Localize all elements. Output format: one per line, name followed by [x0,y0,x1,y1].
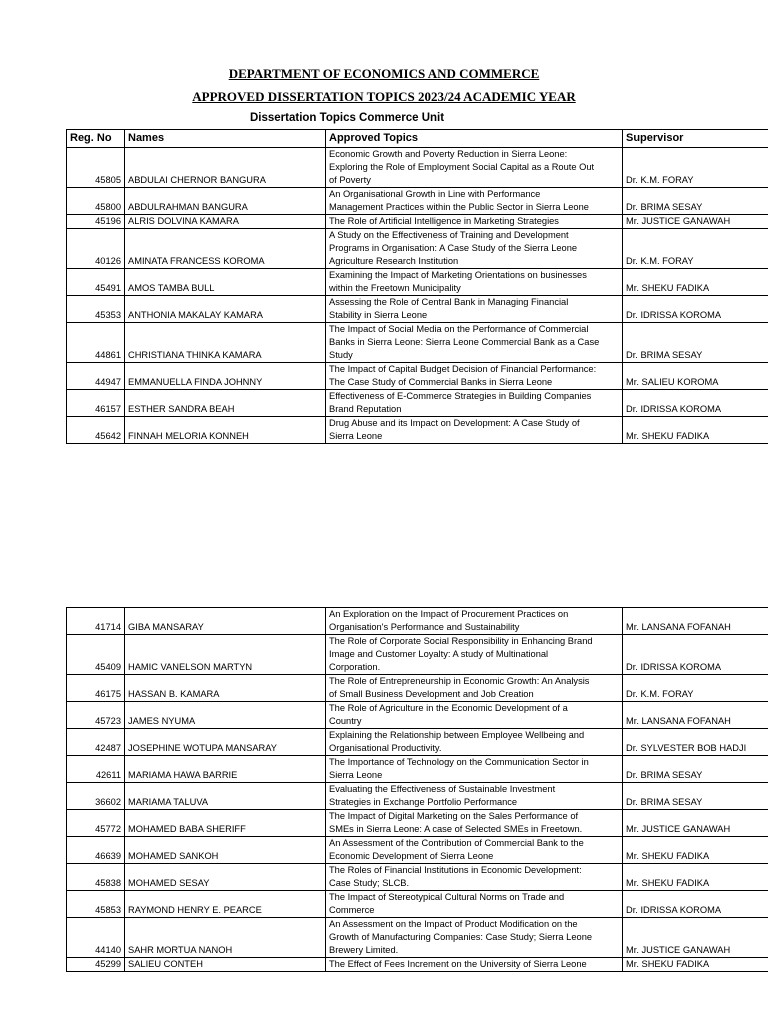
table-row [67,810,768,837]
topic-line: Programs in Organisation: A Case Study of the Sierra Leone [329,243,578,253]
supervisor-cell: Mr. SHEKU FADIKA [623,958,768,972]
approved-topic-cell [326,363,623,390]
supervisor-cell: Mr. SALIEU KOROMA [623,363,768,390]
table-row [67,837,768,864]
department-title: DEPARTMENT OF ECONOMICS AND COMMERCE [228,66,540,81]
topic-line: of Small Business Development and Job Creation [329,689,534,699]
topic-line: The Impact of Stereotypical Cultural Norms on Trade and [329,892,565,902]
table-row [67,215,768,229]
supervisor-cell: Mr. SHEKU FADIKA [623,417,768,444]
topic-line: Strategies in Exchange Portfolio Performance [329,797,518,807]
student-name-cell: EMMANUELLA FINDA JOHNNY [125,363,326,390]
supervisor-cell: Mr. JUSTICE GANAWAH [623,215,768,229]
supervisor-cell: Mr. LANSANA FOFANAH [623,608,768,635]
supervisor-cell: Mr. SHEKU FADIKA [623,269,768,296]
table-row [67,864,768,891]
topic-line: SMEs in Sierra Leone: A case of Selected SMEs in Freetown. [329,824,583,834]
student-name-cell: HAMIC VANELSON MARTYN [125,635,326,675]
supervisor-cell: Dr. BRIMA SESAY [623,188,768,215]
topic-line: Sierra Leone [329,770,383,780]
reg-no-cell: 45491 [67,269,125,296]
supervisor-cell: Mr. SHEKU FADIKA [623,864,768,891]
topic-line: The Roles of Financial Institutions in Economic Development: [329,865,582,875]
student-name-cell: ALRIS DOLVINA KAMARA [125,215,326,229]
topic-line: Effectiveness of E-Commerce Strategies in Building Companies [329,391,592,401]
topic-line: The Role of Agriculture in the Economic Development of a [329,703,568,713]
student-name-cell: AMINATA FRANCESS KOROMA [125,229,326,269]
reg-no-cell: 44140 [67,918,125,958]
table-row [67,729,768,756]
approved-topic-cell [326,417,623,444]
supervisor-cell: Mr. JUSTICE GANAWAH [623,810,768,837]
topic-line: Brewery Limited. [329,945,399,955]
student-name-cell: SALIEU CONTEH [125,958,326,972]
topic-line: The Role of Artificial Intelligence in Marketing Strategies [329,216,559,226]
approved-topic-cell [326,783,623,810]
reg-no-cell: 45723 [67,702,125,729]
student-name-cell: JAMES NYUMA [125,702,326,729]
reg-no-cell: 44861 [67,323,125,363]
topic-line: Country [329,716,362,726]
table-row [67,417,768,444]
student-name-cell: MOHAMED SESAY [125,864,326,891]
reg-no-cell: 42487 [67,729,125,756]
reg-no-cell: 45853 [67,891,125,918]
reg-no-cell: 45805 [67,148,125,188]
topic-line: The Case Study of Commercial Banks in Sierra Leone [329,377,553,387]
topic-line: Economic Development of Sierra Leone [329,851,494,861]
topic-line: Case Study; SLCB. [329,878,410,888]
supervisor-cell: Dr. K.M. FORAY [623,675,768,702]
header-reg-no: Reg. No [67,130,125,148]
student-name-cell: ABDULRAHMAN BANGURA [125,188,326,215]
supervisor-cell: Dr. BRIMA SESAY [623,783,768,810]
table-row [67,296,768,323]
header-supervisor: Supervisor [623,130,768,148]
topic-line: The Effect of Fees Increment on the University of Sierra Leone [329,959,587,969]
topic-line: An Assessment on the Impact of Product Modification on the [329,919,578,929]
header-names: Names [125,130,326,148]
topic-line: Commerce [329,905,375,915]
reg-no-cell: 36602 [67,783,125,810]
table-row [67,390,768,417]
topic-line: An Exploration on the Impact of Procurement Practices on [329,609,569,619]
supervisor-cell: Dr. SYLVESTER BOB HADJI [623,729,768,756]
approved-topic-cell [326,229,623,269]
supervisor-cell: Dr. K.M. FORAY [623,229,768,269]
supervisor-cell: Dr. BRIMA SESAY [623,323,768,363]
reg-no-cell: 41714 [67,608,125,635]
approved-topic-cell [326,837,623,864]
student-name-cell: ESTHER SANDRA BEAH [125,390,326,417]
reg-no-cell: 46639 [67,837,125,864]
topic-line: The Impact of Digital Marketing on the Sales Performance of [329,811,579,821]
student-name-cell: FINNAH MELORIA KONNEH [125,417,326,444]
student-name-cell: MARIAMA HAWA BARRIE [125,756,326,783]
topic-line: The Impact of Social Media on the Performance of Commercial [329,324,589,334]
approved-topic-cell [326,675,623,702]
table-row [67,608,768,635]
reg-no-cell: 46175 [67,675,125,702]
student-name-cell: SAHR MORTUA NANOH [125,918,326,958]
approved-topic-cell [326,918,623,958]
reg-no-cell: 45196 [67,215,125,229]
table-row [67,783,768,810]
topic-line: An Organisational Growth in Line with Performance [329,189,541,199]
reg-no-cell: 46157 [67,390,125,417]
topic-line: Exploring the Role of Employment Social Capital as a Route Out [329,162,595,172]
reg-no-cell: 45353 [67,296,125,323]
supervisor-cell: Mr. LANSANA FOFANAH [623,702,768,729]
topic-line: A Study on the Effectiveness of Training and Development [329,230,569,240]
table-row [67,958,768,972]
approved-topic-cell [326,215,623,229]
student-name-cell: HASSAN B. KAMARA [125,675,326,702]
student-name-cell: ABDULAI CHERNOR BANGURA [125,148,326,188]
approved-topic-cell [326,864,623,891]
table-row [67,188,768,215]
reg-no-cell: 45772 [67,810,125,837]
approved-topic-cell [326,702,623,729]
topic-line: The Role of Corporate Social Responsibility in Enhancing Brand [329,636,593,646]
approved-topic-cell [326,958,623,972]
topic-line: Assessing the Role of Central Bank in Managing Financial [329,297,569,307]
table-row [67,229,768,269]
student-name-cell: MOHAMED SANKOH [125,837,326,864]
topic-line: Agriculture Research Institution [329,256,459,266]
approved-topics-title: APPROVED DISSERTATION TOPICS 2023/24 ACADEMIC YEAR [192,89,576,104]
topic-line: Organisational Productivity. [329,743,442,753]
table-row [67,891,768,918]
reg-no-cell: 44947 [67,363,125,390]
topic-line: Economic Growth and Poverty Reduction in Sierra Leone: [329,149,568,159]
topic-line: Brand Reputation [329,404,402,414]
reg-no-cell: 45642 [67,417,125,444]
approved-topic-cell [326,729,623,756]
topic-line: Evaluating the Effectiveness of Sustainable Investment [329,784,556,794]
table-row [67,323,768,363]
approved-topic-cell [326,608,623,635]
approved-topic-cell [326,269,623,296]
table-body-page-2 [67,608,768,972]
student-name-cell: AMOS TAMBA BULL [125,269,326,296]
student-name-cell: ANTHONIA MAKALAY KAMARA [125,296,326,323]
topic-line: Growth of Manufacturing Companies: Case Study; Sierra Leone [329,932,593,942]
table-row [67,635,768,675]
table-row [67,269,768,296]
topic-line: Banks in Sierra Leone: Sierra Leone Commercial Bank as a Case [329,337,600,347]
supervisor-cell: Dr. BRIMA SESAY [623,756,768,783]
header-approved-topics: Approved Topics [326,130,623,148]
topic-line: The Role of Entrepreneurship in Economic Growth: An Analysis [329,676,590,686]
reg-no-cell: 40126 [67,229,125,269]
topic-line: within the Freetown Municipality [329,283,461,293]
reg-no-cell: 45409 [67,635,125,675]
topic-line: Image and Customer Loyalty: A study of Multinational [329,649,549,659]
table-header-row [67,130,768,148]
topic-line: Corporation. [329,662,381,672]
supervisor-cell: Dr. IDRISSA KOROMA [623,390,768,417]
table-row [67,675,768,702]
topic-line: Drug Abuse and its Impact on Development: A Case Study of [329,418,580,428]
approved-topic-cell [326,810,623,837]
supervisor-cell: Dr. K.M. FORAY [623,148,768,188]
table-row [67,363,768,390]
student-name-cell: GIBA MANSARAY [125,608,326,635]
supervisor-cell: Mr. SHEKU FADIKA [623,837,768,864]
approved-topic-cell [326,296,623,323]
reg-no-cell: 45838 [67,864,125,891]
approved-topic-cell [326,390,623,417]
approved-topic-cell [326,188,623,215]
topic-line: Stability in Sierra Leone [329,310,428,320]
supervisor-cell: Dr. IDRISSA KOROMA [623,891,768,918]
student-name-cell: MARIAMA TALUVA [125,783,326,810]
table-row [67,148,768,188]
student-name-cell: CHRISTIANA THINKA KAMARA [125,323,326,363]
topic-line: Examining the Impact of Marketing Orientations on businesses [329,270,587,280]
dissertation-table-page-1 [66,129,768,444]
reg-no-cell: 42611 [67,756,125,783]
dissertation-table-page-2 [66,607,768,972]
table-row [67,918,768,958]
topic-line: The Impact of Capital Budget Decision of Financial Performance: [329,364,597,374]
table-row [67,756,768,783]
topic-line: An Assessment of the Contribution of Commercial Bank to the [329,838,584,848]
reg-no-cell: 45299 [67,958,125,972]
table-row [67,702,768,729]
approved-topic-cell [326,756,623,783]
reg-no-cell: 45800 [67,188,125,215]
student-name-cell: JOSEPHINE WOTUPA MANSARAY [125,729,326,756]
supervisor-cell: Mr. JUSTICE GANAWAH [623,918,768,958]
approved-topic-cell [326,891,623,918]
supervisor-cell: Dr. IDRISSA KOROMA [623,296,768,323]
approved-topic-cell [326,148,623,188]
topic-line: of Poverty [329,175,371,185]
topic-line: Sierra Leone [329,431,383,441]
unit-subtitle: Dissertation Topics Commerce Unit [250,112,445,124]
approved-topic-cell [326,323,623,363]
topic-line: Explaining the Relationship between Employee Wellbeing and [329,730,585,740]
table-body-page-1 [67,148,768,444]
topic-line: Organisation's Performance and Sustainability [329,622,520,632]
topic-line: The Importance of Technology on the Communication Sector in [329,757,589,767]
supervisor-cell: Dr. IDRISSA KOROMA [623,635,768,675]
student-name-cell: MOHAMED BABA SHERIFF [125,810,326,837]
topic-line: Management Practices within the Public Sector in Sierra Leone [329,202,589,212]
approved-topic-cell [326,635,623,675]
topic-line: Study [329,350,353,360]
student-name-cell: RAYMOND HENRY E. PEARCE [125,891,326,918]
